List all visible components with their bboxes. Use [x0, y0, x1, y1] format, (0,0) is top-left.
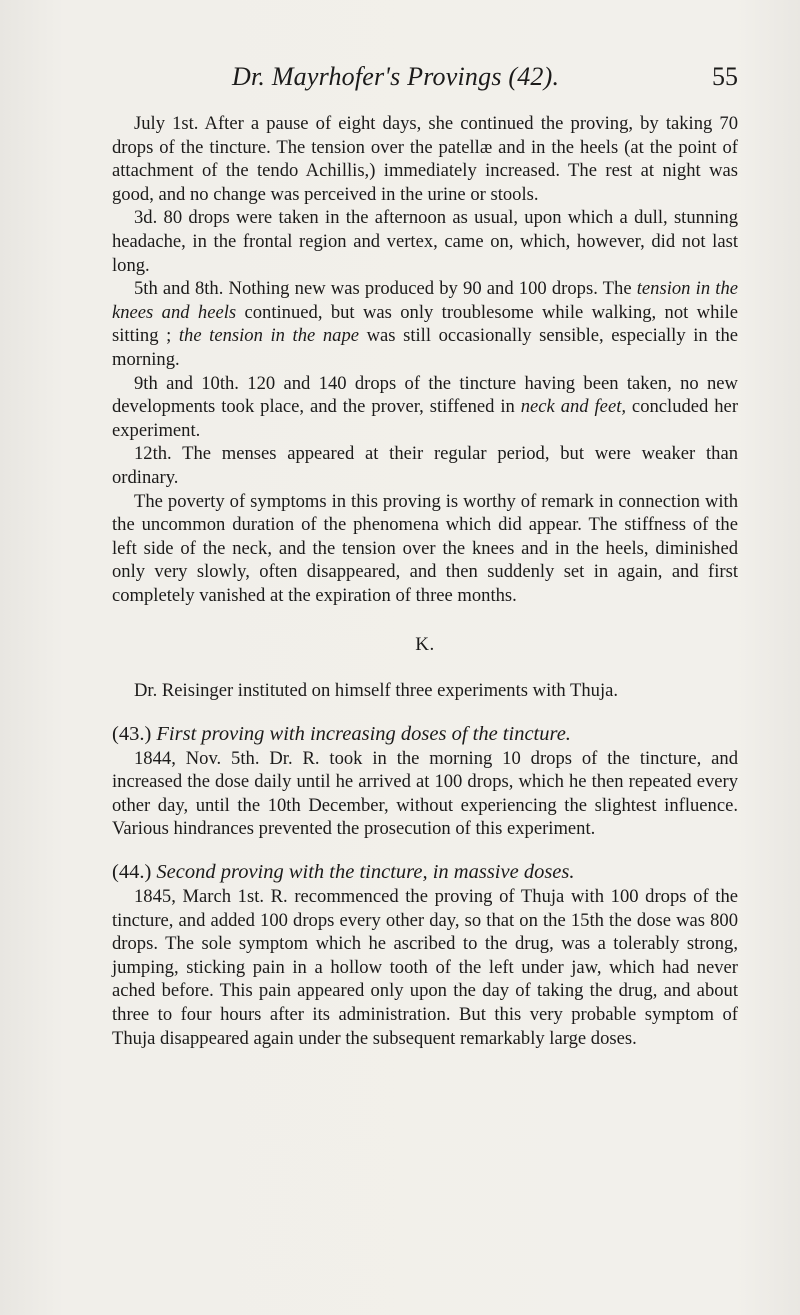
text-run: 9th and 10th. 120 and 140 drops of the tincture having been taken, no new developments took place, and the prover, stiffened in — [112, 372, 738, 418]
page-header — [112, 62, 738, 102]
page-body — [112, 112, 738, 1050]
text-run: continued, but was only troublesome while walking, not while sitting ; — [112, 301, 738, 347]
paragraph: July 1st. After a pause of eight days, she continued the proving, by taking 70 drops of the tincture. The tension over the patellæ and in the heels (at the point of attachment of the tendo Achillis,) immediately increased. The rest at night was good, and no change was perceived in the urine or stools. — [112, 113, 738, 205]
paragraph: 3d. 80 drops were taken in the afternoon as usual, upon which a dull, stunning headache, in the frontal region and vertex, came on, which, however, did not last long. — [112, 207, 738, 276]
section-intro: Dr. Reisinger instituted on himself three experiments with Thuja. — [134, 680, 619, 702]
running-head: Dr. Mayrhofer's Provings (42). — [232, 62, 560, 91]
emphasis-text: neck and feet, — [520, 396, 627, 418]
paragraph — [112, 277, 738, 371]
section-heading-43 — [112, 721, 738, 747]
paragraph: 12th. The menses appeared at their regular period, but were weaker than ordinary. — [112, 443, 738, 488]
emphasis-text: tension in the knees and heels — [112, 278, 739, 323]
section-letter: K. — [415, 634, 435, 656]
text-run: concluded her experiment. — [112, 396, 739, 441]
heading-title: First proving with increasing doses of the tincture. — [156, 722, 571, 745]
paragraph — [112, 372, 738, 443]
heading-title: Second proving with the tincture, in massive doses. — [156, 861, 575, 884]
emphasis-text: the tension in the nape — [178, 325, 359, 347]
text-run: was still occasionally sensible, especially in the morning. — [112, 325, 738, 370]
paragraph: 1844, Nov. 5th. Dr. R. took in the morning 10 drops of the tincture, and increased the dose daily until he arrived at 100 drops, which he then repeated every other day, until the 10th December, without experiencing the slightest influence. Various hindrances prevented the prosecution of this experiment. — [112, 747, 738, 840]
heading-number: (44.) — [112, 861, 157, 884]
heading-number: (43.) — [112, 722, 157, 745]
paragraph: 1845, March 1st. R. recommenced the proving of Thuja with 100 drops of the tincture, and added 100 drops every other day, so that on the 15th the dose was 800 drops. The sole symptom which he ascribed to the drug, was a tolerably strong, jumping, sticking pain in a hollow tooth of the left under jaw, which had never ached before. This pain appeared only upon the day of taking the drug, and about three to four hours after its administration. But this very probable symptom of Thuja disappeared again under the subsequent remarkably large doses. — [112, 886, 738, 1049]
paragraph: The poverty of symptoms in this proving is worthy of remark in connection with the uncommon duration of the phenomena which did appear. The stiffness of the left side of the neck, and the tension over the knees and in the heels, diminished only very slowly, often disappeared, and then suddenly set in again, and first completely vanished at the expiration of three months. — [112, 490, 738, 606]
section-heading-44 — [112, 859, 738, 885]
page-number: 55 — [712, 62, 738, 91]
text-run: 5th and 8th. Nothing new was produced by 90 and 100 drops. The — [134, 278, 637, 300]
